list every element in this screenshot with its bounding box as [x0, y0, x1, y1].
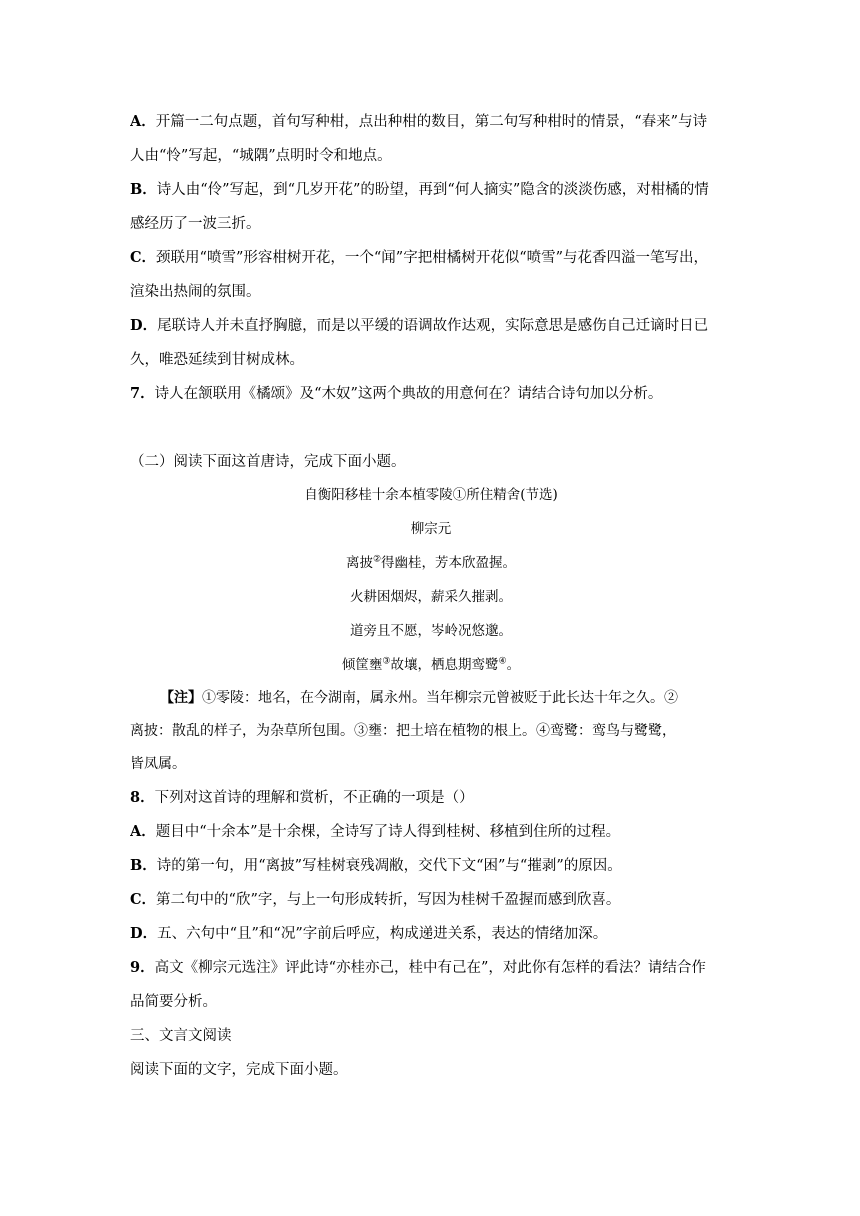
- section-2-intro: （二）阅读下面这首唐诗，完成下面小题。: [130, 454, 406, 470]
- q6-option-c-label: C．: [130, 249, 157, 266]
- q6-option-a-text: 开篇一二句点题，首句写种柑，点出种柑的数目，第二句写种柑时的情景，“春来”与诗: [155, 114, 708, 130]
- q8-option-a-text: 题目中“十余本”是十余棵，全诗写了诗人得到桂树、移植到住所的过程。: [155, 824, 621, 840]
- q6-option-d-line2: 久，唯恐延续到甘树成林。: [130, 352, 304, 368]
- poem-line-4-footnote-mark-2: ④: [498, 656, 507, 667]
- section-3-heading: 三、文言文阅读: [130, 1028, 232, 1044]
- q6-option-b-label: B．: [130, 181, 157, 198]
- q8-option-c-label: C．: [130, 891, 157, 908]
- question-8: [130, 788, 732, 808]
- note-label: 【注】: [160, 690, 202, 706]
- question-8-number: 8．: [130, 789, 155, 806]
- q6-option-b-text: 诗人由“伶”写起，到“几岁开花”的盼望，再到“何人摘实”隐含的淡淡伤感，对柑橘的情: [156, 182, 709, 198]
- q8-option-c-text: 第二句中的“欣”字，与上一句形成转折，写因为桂树千盈握而感到欣喜。: [156, 892, 621, 908]
- poem-line-4-part-c: 。: [506, 657, 521, 673]
- question-9-text: 高文《柳宗元选注》评此诗“亦桂亦己，桂中有己在”，对此你有怎样的看法？请结合作: [154, 960, 706, 976]
- q6-option-d-text: 尾联诗人并未直抒胸臆，而是以平缓的语调故作达观，实际意思是感伤自己迁谪时日已: [157, 318, 709, 334]
- q6-option-a-label: A．: [130, 113, 156, 130]
- q6-option-d-label: D．: [130, 317, 158, 334]
- note-line-3: 皆凤属。: [130, 756, 186, 772]
- q8-option-d: [130, 924, 732, 944]
- question-9-line2: 品简要分析。: [130, 994, 217, 1010]
- poem-line-4-footnote-mark: ③: [382, 656, 391, 667]
- q8-option-a-label: A．: [130, 823, 156, 840]
- q6-option-a-line2: 人由“怜”写起，“城隅”点明时令和地点。: [130, 148, 392, 164]
- q6-option-b-line1: [130, 180, 732, 200]
- poem-author: 柳宗元: [410, 521, 452, 537]
- q8-option-d-text: 五、六句中“且”和“况”字前后呼应，构成递进关系，表达的情绪加深。: [157, 926, 608, 942]
- question-7: [130, 384, 732, 404]
- poem-line-4-part-a: 倾筐壅: [341, 657, 383, 673]
- q8-option-b-label: B．: [130, 857, 157, 874]
- q6-option-c-line1: [130, 248, 732, 268]
- q6-option-d-line1: [130, 316, 732, 336]
- question-8-text: 下列对这首诗的理解和赏析，不正确的一项是（）: [154, 790, 474, 806]
- note-line-2: 离披：散乱的样子，为杂草所包围。③壅：把土培在植物的根上。④鸾鹭：鸾鸟与鹭鹭，: [130, 723, 676, 739]
- poem-line-4-part-b: 故壤，栖息期鸾鹭: [390, 657, 499, 673]
- poem-line-2: 火耕困烟烬，薪采久摧剥。: [350, 589, 512, 605]
- q6-option-a-line1: [130, 112, 732, 132]
- q8-option-d-label: D．: [130, 925, 158, 942]
- question-7-text: 诗人在颔联用《橘颂》及“木奴”这两个典故的用意何在？请结合诗句加以分析。: [154, 386, 663, 402]
- question-9-number: 9．: [130, 959, 155, 976]
- question-7-number: 7．: [130, 385, 155, 402]
- poem-title: 自衡阳移桂十余本植零陵①所住精舍(节选): [304, 487, 558, 503]
- question-9-line1: [130, 958, 732, 978]
- q8-option-c: [130, 890, 732, 910]
- poem-line-4: [130, 655, 732, 675]
- q6-option-b-line2: 感经历了一波三折。: [130, 216, 261, 232]
- q6-option-c-text: 颈联用“喷雪”形容柑树开花，一个“闻”字把柑橘树开花似“喷雪”与花香四溢一笔写出，: [156, 250, 709, 266]
- poem-line-1-part-a: 离披: [345, 555, 373, 571]
- note-line-1: [160, 688, 732, 708]
- q8-option-a: [130, 822, 732, 842]
- poem-line-1: [130, 553, 732, 573]
- poem-line-1-footnote-mark: ②: [372, 554, 382, 565]
- q8-option-b-text: 诗的第一句，用“离披”写桂树衰残凋敝，交代下文“困”与“摧剥”的原因。: [156, 858, 622, 874]
- section-3-intro: 阅读下面的文字，完成下面小题。: [130, 1062, 348, 1078]
- poem-line-3: 道旁且不愿，岑岭况悠邈。: [350, 623, 512, 639]
- poem-line-1-part-b: 得幽桂，芳本欣盈握。: [381, 555, 517, 571]
- q6-option-c-line2: 渲染出热闹的氛围。: [130, 284, 261, 300]
- note-line-1-text: ①零陵：地名，在今湖南，属永州。当年柳宗元曾被贬于此长达十年之久。②: [202, 690, 678, 706]
- q8-option-b: [130, 856, 732, 876]
